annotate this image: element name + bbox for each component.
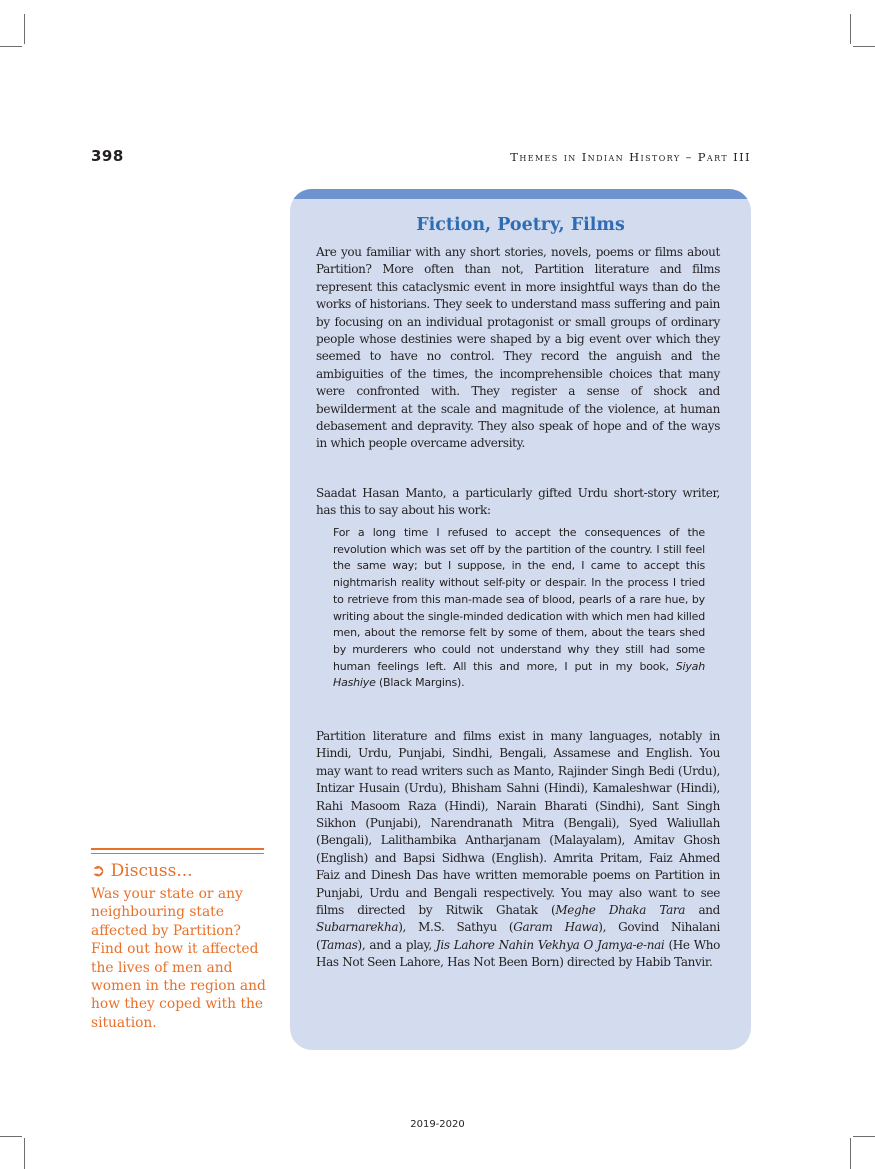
film-title: Tamas [320,937,358,952]
crop-mark [850,14,851,44]
discuss-heading [91,861,193,881]
crop-mark [0,46,22,47]
rule-line [91,848,264,850]
manto-quote [333,525,705,692]
footer-year: 2019-2020 [410,1119,465,1130]
discuss-text: Was your state or any neighbouring state affected by Partition? Find out how it affected the lives of men and women in the region and how they coped with the situation. [91,886,266,1031]
box-paragraph-2: Saadat Hasan Manto, a particularly gifted Urdu short-story writer, has this to say about his work: [316,486,720,518]
play-title: Jis Lahore Nahin Vekhya O Jamya-e-nai [435,937,665,952]
para3-text: ), Govind Nihalani ( [316,920,720,952]
running-head-text: Themes in Indian History – Part III [510,150,751,164]
crop-mark [853,46,875,47]
discuss-label: Discuss... [110,861,193,881]
rule-line [91,853,264,854]
box-paragraph-1: Are you familiar with any short stories, novels, poems or films about Partition? More often than not, Partition literature and films represent this cataclysmic event in more insightful ways than do the works of historians. They seek to understand mass suffering and pain by focusing on an individual protagonist or small groups of ordinary people whose destinies were shaped by a big event over which they seemed to have no control. They record the anguish and the ambiguities of the times, the incomprehensible choices that many were confronted with. They register a sense of shock and bewilderment at the scale and magnitude of the violence, at human debasement and depravity. They also speak of hope and of the ways in which people overcame adversity. [316,245,720,451]
para3-text: ), and a play, [357,937,436,952]
crop-mark [24,14,25,44]
book-title: Siyah Hashiye [333,659,705,690]
box-paragraph-3 [316,728,720,972]
fiction-poetry-films-box [290,189,751,1050]
quote-text: For a long time I refused to accept the consequences of the revolution which was set off by the partition of the country. I still feel the same way; but I suppose, in the end, I came to accept this nightmarish reality without self-pity or despair. In the process I tried to retrieve from this man-made sea of blood, pearls of a rare hue, by writing about the single-minded dedication with which men had killed men, about the remorse felt by some of them, about the tears shed by murderers who could not understand why they still had some human feelings left. All this and more, I put in my book, [333,526,705,673]
para3-text: Partition literature and films exist in many languages, notably in Hindi, Urdu, Punjabi, Sindhi, Bengali, Assamese and English. You may want to read writers such as Manto, Rajinder Singh Bedi (Urdu), Intizar Husain (Urdu), Bhisham Sahni (Hindi), Kamaleshwar (Hindi), Rahi Masoom Raza (Hindi), Narain Bharati (Sindhi), Sant Singh Sikhon (Punjabi), Narendranath Mitra (Bengali), Syed Waliullah (Bengali), Lalithambika Antharjanam (Malayalam), Amitav Ghosh (English) and Bapsi Sidhwa (English). Amrita Pritam, Faiz Ahmed Faiz and Dinesh Das have written memorable poems on Partition in Punjabi, Urdu and Bengali respectively. You may also want to see films directed by Ritwik Ghatak ( [316,729,720,918]
quote-text-end: (Black Margins). [375,676,465,690]
para3-text: (He Who Has Not Seen Lahore, Has Not Been Born) directed by Habib Tanvir. [316,937,720,970]
para3-text: ), M.S. Sathyu ( [398,920,514,935]
crop-mark [850,1138,851,1169]
crop-mark [24,1138,25,1169]
box-top-border [290,189,751,199]
running-head [510,150,751,164]
film-title: Subarnarekha [316,920,399,935]
para3-text: and [685,903,721,918]
page-number: 398 [91,147,124,165]
box-title: Fiction, Poetry, Films [416,215,625,235]
discuss-rules [91,848,264,857]
film-title: Meghe Dhaka Tara [555,903,686,918]
crop-mark [0,1136,22,1137]
film-title: Garam Hawa [513,920,599,935]
arrow-icon: ➲ [91,861,106,881]
crop-mark [853,1136,875,1137]
